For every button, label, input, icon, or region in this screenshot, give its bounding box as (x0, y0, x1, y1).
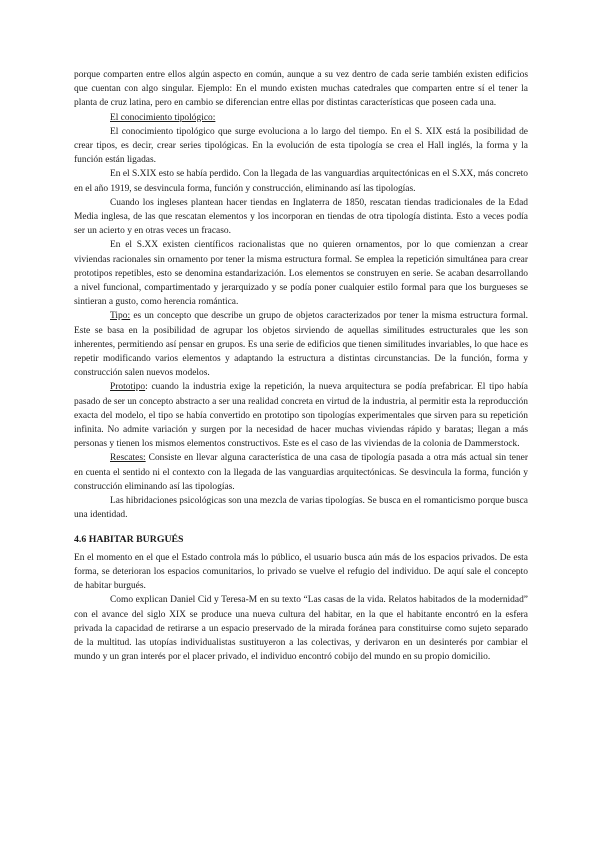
paragraph-rescates (74, 451, 528, 494)
paragraph-conocimiento: El conocimiento tipológico que surge evoluciona a lo largo del tiempo. En el S. XIX está la posibilidad de crear tipos, es decir, crear series tipológicas. En la evolución de esta tipología se crea el Hall inglés, la forma y la función están ligadas. (74, 126, 528, 166)
paragraph-racionalistas: En el S.XX existen científicos racionalistas que no quieren ornamentos, por lo que comienzan a crear viviendas racionales sin ornamento por tener la misma estructura formal. Se emplea la repetición simultánea para crear prototipos repetibles, esto se denomina estandarización. Los elementos se construyen en serie. Se acaban desarrollando a nivel funcional, compartimentado y jerarquizado y se podía poner cualquier estilo formal para que los burgueses se sintieran a gusto, como herencia romántica. (74, 240, 528, 308)
definition-prototipo: : cuando la industria exige la repetición, la nueva arquitectura se podía prefabricar. El tipo había pasado de ser un concepto abstracto a ser una realidad concreta en virtud de la industria, al permitir esta la reproducción exacta del modelo, el tipo se había convertido en prototipo son tipologías experimentales que sirven para su repetición infinita. No admite variación y surgen por la necesidad de hacer muchas viviendas rápido y baratas; llegan a más personas y tienen los mismos elementos constructivos. Este es el caso de las viviendas de la colonia de Dammerstock. (74, 382, 528, 450)
paragraph-tiendas-inglesas: Cuando los ingleses plantean hacer tiendas en Inglaterra de 1850, rescatan tiendas tradicionales de la Edad Media inglesa, de las que rescatan elementos y los incorporan en tiendas de otra tipología distinta. Esto a veces podía ser un acierto y en otras veces un fracaso. (74, 197, 528, 237)
paragraph-casas-de-la-vida: Como explican Daniel Cid y Teresa-M en su texto “Las casas de la vida. Relatos habitados de la modernidad” con el avance del siglo XIX se produce una nueva cultura del habitar, en la que el habitante encontró en la esfera privada la capacidad de retirarse a un espacio preservado de la mirada foránea para constituirse como sujeto separado de la multitud. las utopías individualistas sustituyeron a las colectivas, y derivaron en un desinterés por cambiar el mundo y un gran interés por el placer privado, el individuo encontró cobijo del mundo en su propio domicilio. (74, 595, 528, 663)
definition-tipo: es un concepto que describe un grupo de objetos caracterizados por tener la misma estructura formal. Este se basa en la posibilidad de agrupar los objetos sirviendo de aquellas similitudes estructurales que les son inherentes, permitiendo así pensar en grupos. Es una serie de edificios que tienen similitudes invariables, lo que hace es repetir modificando varios elementos y adaptando la estructura a distintas circunstancias. De la función, forma y construcción salen nuevos modelos. (74, 311, 528, 379)
paragraph-vanguardias: En el S.XIX esto se había perdido. Con la llegada de las vanguardias arquitectónicas en el S.XX, más concreto en el año 1919, se desvincula forma, función y construcción, eliminando así las tipologías. (74, 169, 528, 194)
term-rescates: Rescates: (110, 453, 146, 464)
paragraph-tipo (74, 309, 528, 380)
paragraph-hibridaciones: Las hibridaciones psicológicas son una mezcla de varias tipologías. Se busca en el romanticismo porque busca una identidad. (74, 496, 528, 521)
definition-rescates: Consiste en llevar alguna característica de una casa de tipología pasada a otra más actual sin tener en cuenta el sentido ni el contexto con la llegada de las vanguardias arquitectónicas. Se desvincula la forma, función y construcción eliminando así las tipologías. (74, 453, 528, 492)
document-page (74, 68, 528, 664)
section-heading-habitar-burgues: 4.6 HABITAR BURGUÉS (74, 533, 184, 545)
paragraph-catedrales: porque comparten entre ellos algún aspecto en común, aunque a su vez dentro de cada serie también existen edificios que cuentan con algo singular. Ejemplo: En el mundo existen muchas catedrales que comparten entre sí el tener la planta de cruz latina, pero en cambio se diferencian entre ellas por distintas características que poseen cada una. (74, 70, 528, 109)
subheading-conocimiento-tipologico: El conocimiento tipológico: (110, 112, 216, 123)
paragraph-prototipo (74, 380, 528, 451)
paragraph-estado: En el momento en el que el Estado controla más lo público, el usuario busca aún más de los espacios privados. De esta forma, se deterioran los espacios comunitarios, lo privado se vuelve el refugio del individuo. De aquí sale el concepto de habitar burgués. (74, 552, 528, 592)
term-tipo: Tipo: (110, 311, 131, 322)
term-prototipo: Prototipo (110, 382, 146, 393)
